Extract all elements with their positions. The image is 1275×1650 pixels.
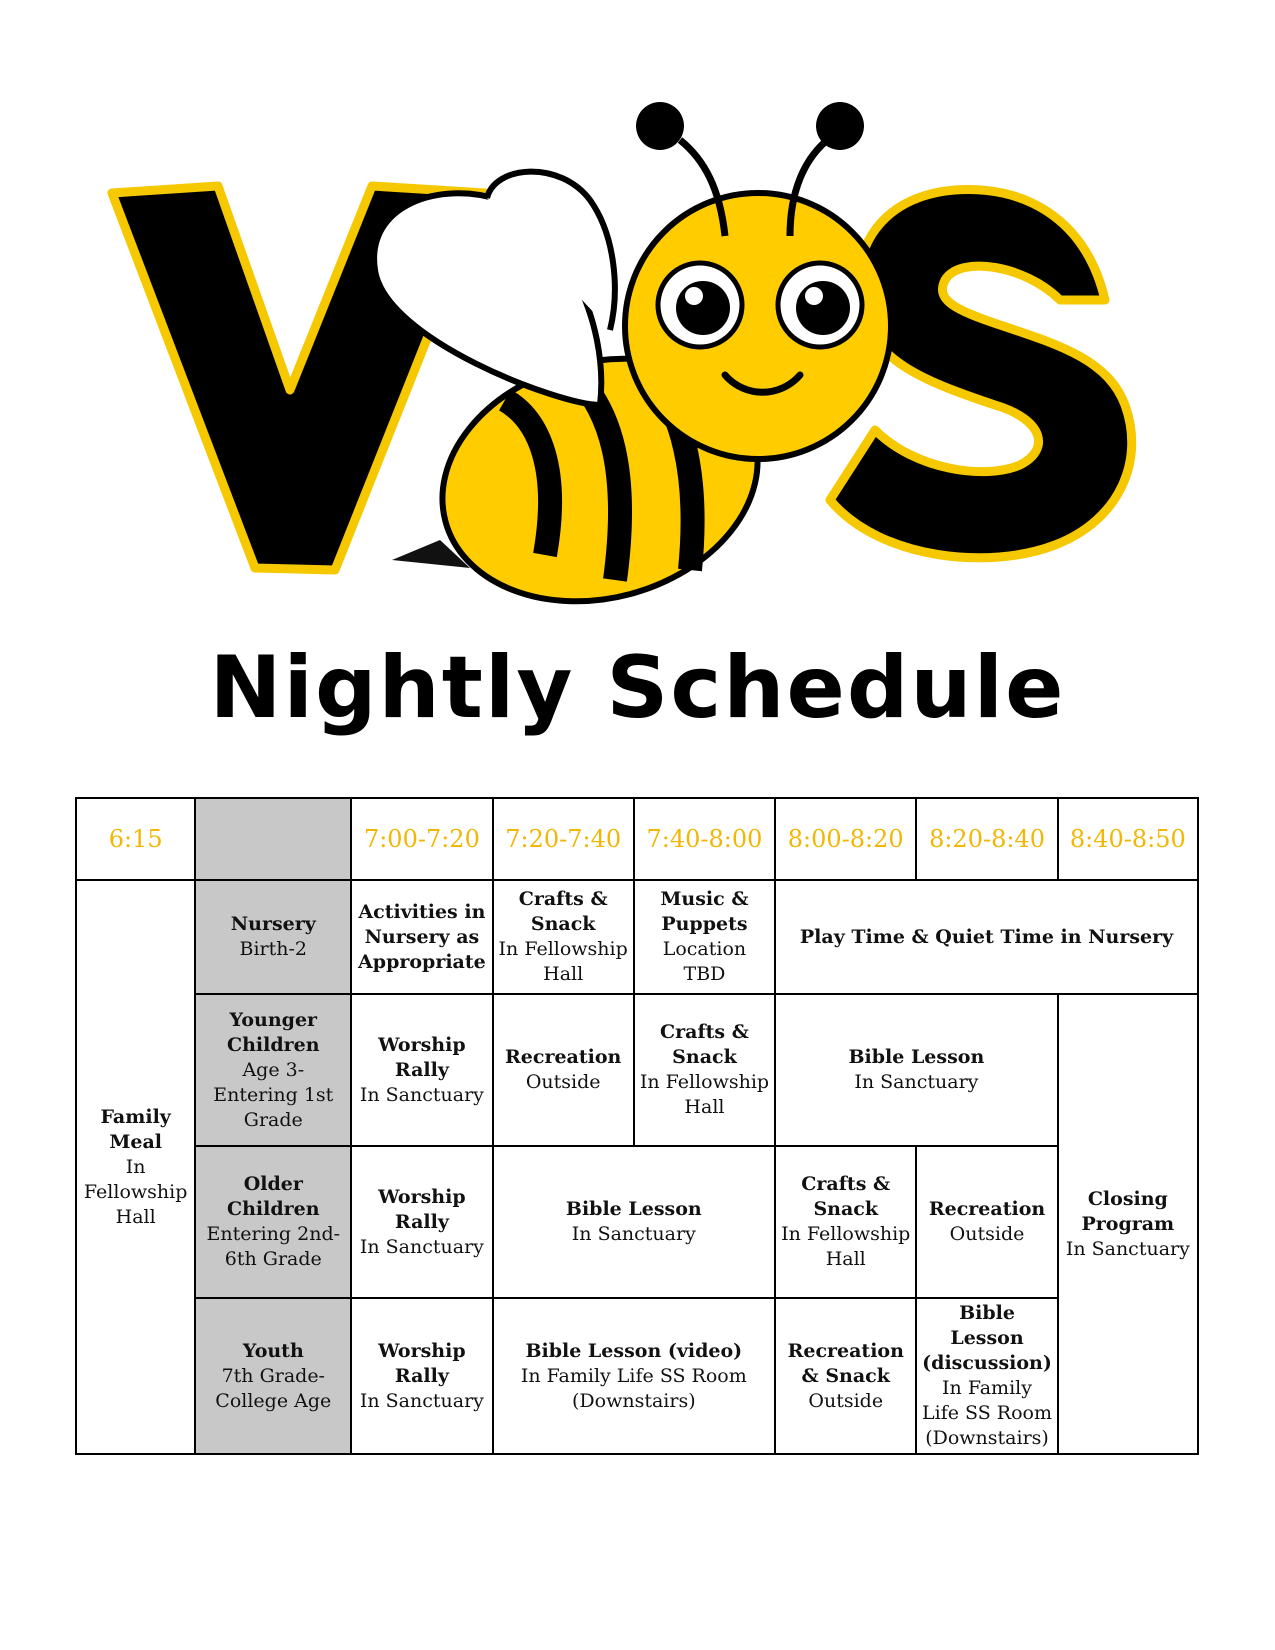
time-slot: 8:00-8:20 [775,798,916,880]
activity-cell [775,1146,916,1298]
family-meal-cell [76,880,195,1454]
activity-cell [775,880,1198,994]
group-label-older-children [195,1146,351,1298]
vbs-bee-logo [0,0,1275,620]
activity-cell [916,1146,1057,1298]
activity-location: In Family Life SS Room (Downstairs) [922,1377,1052,1449]
group-ages: Birth-2 [239,938,308,960]
activity-cell [351,880,492,994]
group-label-younger-children [195,994,351,1146]
time-slot: 8:40-8:50 [1058,798,1198,880]
activity-title: Worship Rally [378,1033,466,1081]
activity-title: Play Time & Quiet Time in Nursery [799,925,1174,948]
activity-location: In Sanctuary [854,1071,979,1093]
activity-location: In Fellowship Hall [498,938,628,985]
activity-location: In Sanctuary [359,1389,484,1412]
activity-title: Bible Lesson (video) [525,1339,743,1362]
activity-title: Recreation & Snack [787,1339,904,1387]
activity-location: Outside [525,1071,601,1093]
group-ages: Entering 2nd-6th Grade [206,1223,341,1270]
activity-cell [493,994,634,1146]
group-label-youth [195,1298,351,1454]
group-name: Youth [242,1339,304,1362]
activity-title: Crafts & Snack [518,888,608,935]
time-slot: 8:20-8:40 [916,798,1057,880]
activity-cell [775,1298,916,1454]
activity-title: Crafts & Snack [660,1021,749,1068]
activity-title: Worship Rally [378,1339,466,1387]
activity-cell [351,1298,492,1454]
activity-location: In Fellowship Hall [83,1155,188,1228]
schedule-table [75,797,1199,1455]
activity-cell [493,1298,776,1454]
page-title: Nightly Schedule [209,638,1066,738]
activity-cell [351,1146,492,1298]
activity-location: Location TBD [662,938,747,985]
activity-title: Activities in Nursery as Appropriate [358,900,486,973]
activity-cell [634,880,775,994]
closing-program-cell [1058,994,1198,1454]
group-ages: Age 3-Entering 1st Grade [213,1058,334,1131]
activity-title: Recreation [928,1198,1046,1220]
time-slot: 6:15 [76,798,195,880]
younger-children-row [76,994,1198,1146]
activity-title: Worship Rally [378,1185,466,1233]
activity-title: Bible Lesson (discussion) [922,1302,1052,1374]
activity-cell [916,1298,1057,1454]
activity-location: In Fellowship Hall [639,1071,770,1118]
older-children-row [76,1146,1198,1298]
activity-cell [493,880,634,994]
activity-title: Bible Lesson [848,1046,985,1068]
activity-cell [634,994,775,1146]
activity-location: In Sanctuary [1065,1237,1190,1260]
activity-location: In Sanctuary [571,1223,696,1245]
group-label-nursery [195,880,351,994]
group-name: Younger Children [226,1008,320,1056]
activity-title: Crafts & Snack [801,1173,891,1220]
activity-title: Bible Lesson [565,1198,702,1220]
time-slot: 7:20-7:40 [493,798,634,880]
activity-title: Closing Program [1081,1187,1175,1235]
activity-cell [775,994,1058,1146]
time-header-row [76,798,1198,880]
activity-title: Recreation [505,1046,622,1068]
group-ages: 7th Grade-College Age [215,1364,332,1412]
group-name: Older Children [226,1173,320,1220]
time-slot: 7:00-7:20 [351,798,492,880]
group-name: Nursery [230,913,316,935]
activity-location: Outside [949,1223,1025,1245]
activity-title: Music & Puppets [660,888,749,935]
youth-row [76,1298,1198,1454]
activity-cell [493,1146,776,1298]
time-slot: 7:40-8:00 [634,798,775,880]
time-slot-blank [195,798,351,880]
activity-title: Family Meal [100,1105,171,1153]
activity-location: In Sanctuary [359,1083,484,1106]
nursery-row [76,880,1198,994]
activity-location: In Sanctuary [359,1235,484,1258]
activity-location: In Fellowship Hall [781,1223,911,1270]
activity-location: Outside [808,1389,884,1412]
activity-cell [351,994,492,1146]
activity-location: In Family Life SS Room (Downstairs) [520,1364,747,1412]
